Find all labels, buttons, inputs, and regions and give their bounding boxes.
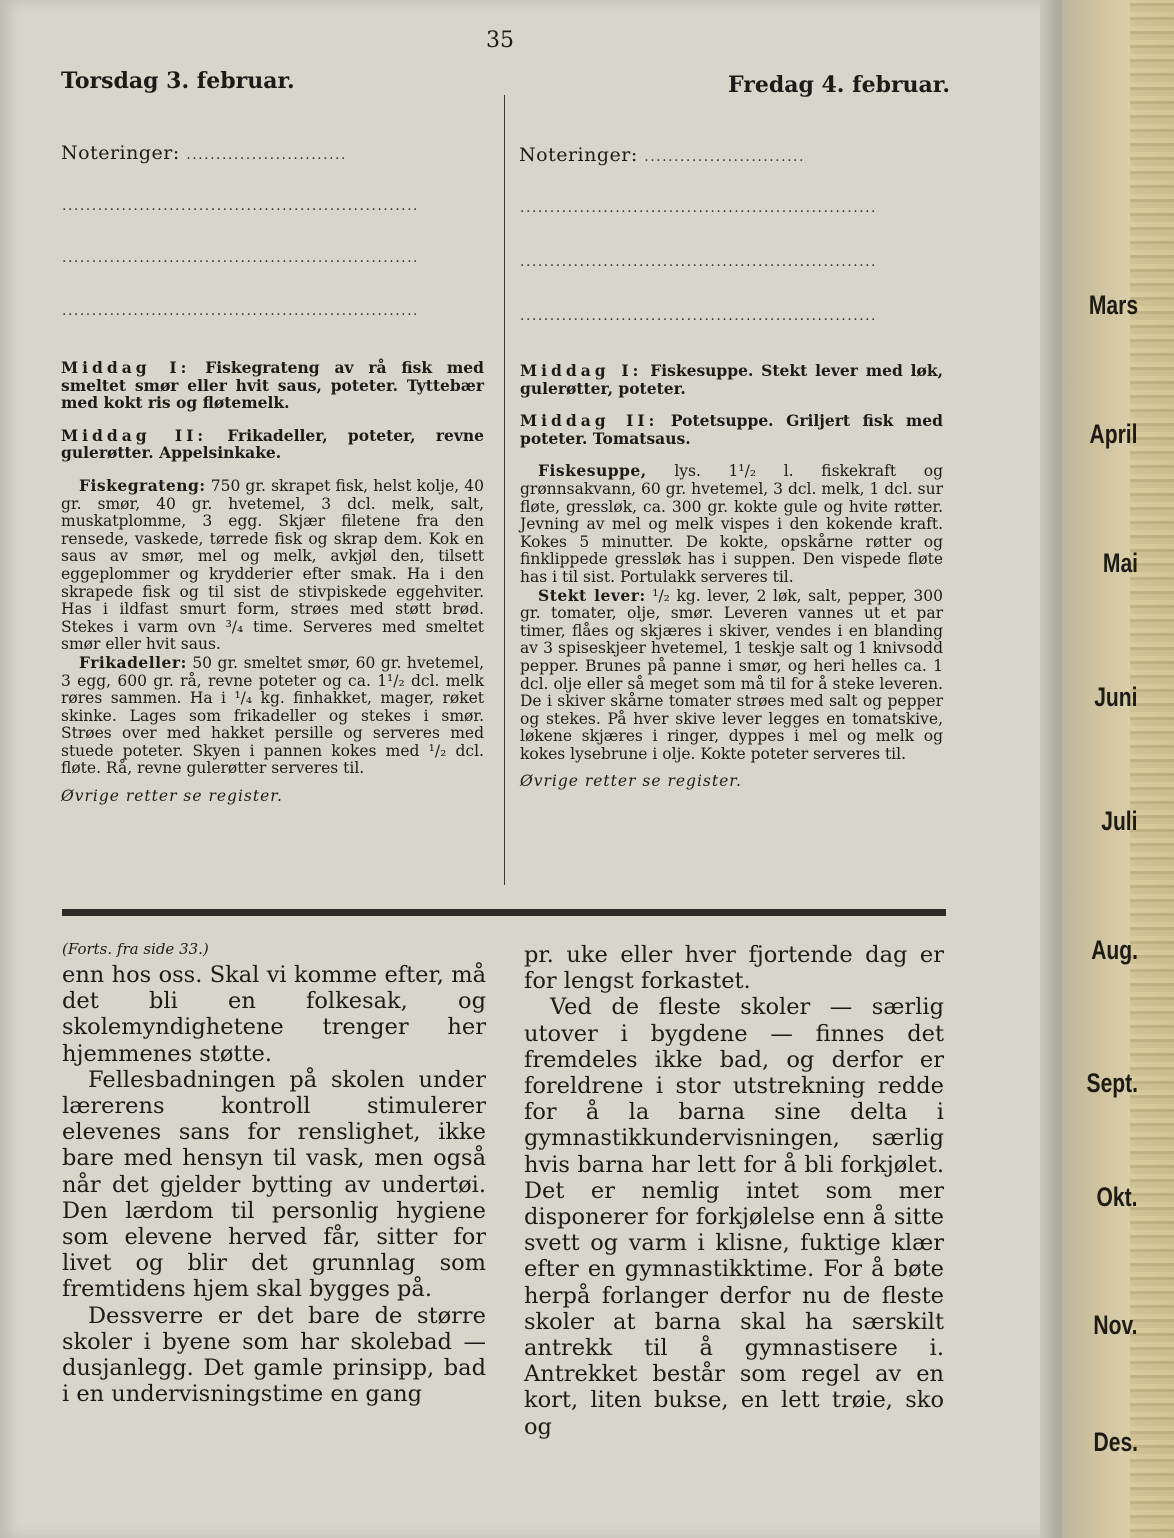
tab-sept[interactable]: Sept.: [1086, 1068, 1138, 1098]
recipe-frikadeller: Frikadeller: 50 gr. smeltet smør, 60 gr. hvetemel, 3 egg, 600 gr. rå, revne poteter og ca. 1¹/₂ dcl. melk røres sammen. Ha i ¹/₄ kg. finhakket, mager, røket skinke. Lages som frikadeller og stekes i smør. Strøes over med hakket persille og serveres med stuede poteter. Skyen i pannen kokes med ¹/₂ dcl. fløte. Rå, revne gulerøtter serveres til.: [61, 652, 484, 778]
recipe-fiskesuppe: Fiskesuppe, lys. 1¹/₂ l. fiskekraft og grønnsakvann, 60 gr. hvetemel, 3 dcl. melk, 1 dcl. sur fløte, gressløk, ca. 300 gr. kokte gule og hvite røtter. Jevning av mel og melk vispes i den kokende kraft. Kokes 5 minutter. De kokte, opskårne røtter og finklippede gressløk has i suppen. Den vispede fløte has i til sist. Portulakk serveres til.: [520, 461, 943, 586]
notes-line: ............................................................: [520, 200, 878, 216]
notes-left: [61, 142, 347, 164]
article-paragraph: pr. uke eller hver fjortende dag er for lengst forkastet.: [524, 942, 944, 995]
menu-1-left: Middag I: Fiskegrateng av rå fisk med smeltet smør eller hvit saus, poteter. Tyttebær med kokt ris og fløtemelk.: [61, 358, 484, 413]
tab-aug[interactable]: Aug.: [1091, 935, 1138, 965]
day-heading-left: Torsdag 3. februar.: [61, 68, 295, 94]
notes-line: ............................................................: [520, 308, 878, 324]
tab-okt[interactable]: Okt.: [1097, 1182, 1138, 1212]
notes-line: ............................................................: [62, 250, 420, 266]
footer-left: Øvrige retter se register.: [61, 787, 283, 806]
tab-mars[interactable]: Mars: [1088, 290, 1138, 320]
notes-line: ............................................................: [62, 198, 420, 214]
day-heading-right: Fredag 4. februar.: [728, 72, 951, 98]
section-rule: [62, 909, 946, 916]
notes-label: Noteringer:: [519, 144, 638, 166]
tab-juli[interactable]: Juli: [1101, 806, 1138, 836]
article-paragraph: Fellesbadningen på skolen under lærerens kontroll stimulerer elevenes sans for renslighet, ikke bare med hensyn til vask, men også når det gjelder bytting av undertøi. Den lærdom til personlig hygiene som elevene herved får, sitter for livet og blir det grunnlag som fremtidens hjem skal bygges på.: [62, 1066, 486, 1303]
notes-label: Noteringer:: [61, 142, 180, 164]
tab-des[interactable]: Des.: [1093, 1427, 1138, 1457]
menu-2-right: Middag II: Potetsuppe. Griljert fisk med poteter. Tomatsaus.: [520, 411, 943, 448]
recipe-stekt-lever: Stekt lever: ¹/₂ kg. lever, 2 løk, salt, pepper, 300 gr. tomater, olje, smør. Leveren vannes ut et par timer, flåes og skjæres i skiver, vendes i en blanding av 3 spiseskjeer hvetemel, 1 teskje salt og 1 knivsodd pepper. Brunes på panne i smør, og heri helles ca. 1 dcl. olje eller så meget som må til for å steke leveren. De i skiver skårne tomater strøes med salt og pepper og stekes. På hver skive lever legges en tomatskive, løkene skjæres i ringer, dyppes i mel og melk og kokes lysebrune i olje. Kokte poteter serveres til.: [520, 585, 943, 763]
article-paragraph: enn hos oss. Skal vi komme efter, må det bli en folkesak, og skolemyndighetene trenger her hjemmenes støtte.: [62, 962, 486, 1067]
article-column-right: [524, 942, 944, 1440]
page-number: 35: [486, 28, 514, 53]
tab-april[interactable]: April: [1090, 419, 1138, 449]
tab-mai[interactable]: Mai: [1102, 548, 1138, 578]
notes-dots: ...........................: [186, 147, 347, 163]
tab-juni[interactable]: Juni: [1094, 682, 1138, 712]
menu-1-right: Middag I: Fiskesuppe. Stekt lever med løk, gulerøtter, poteter.: [520, 361, 943, 398]
notes-right: [519, 144, 805, 166]
article-paragraph: Ved de fleste skoler — særlig utover i bygdene — finnes det fremdeles ikke bad, og derfor er foreldrene i stor utstrekning redde for å la barna sine delta i gymnastikkundervisningen, særlig hvis barna har lett for å bli forkjølet. Det er nemlig intet som mer disponerer for forkjølelse enn å sitte svett og varm i klisne, fuktige klær efter en gymnastikktime. For å bøte herpå forlanger derfor nu de fleste skoler at barna skal ha særskilt antrekk til å gymnastisere i. Antrekket består som regel av en kort, liten bukse, en lett trøie, sko og: [524, 994, 944, 1440]
notes-line: ............................................................: [62, 303, 420, 319]
recipes-left: [61, 359, 484, 806]
continued-note: (Forts. fra side 33.): [62, 940, 209, 958]
tab-edge-texture: [1130, 0, 1174, 1538]
month-index-tabs: [1062, 0, 1174, 1538]
recipes-right: [520, 362, 943, 791]
notes-dots: ...........................: [644, 149, 805, 165]
column-divider: [504, 95, 505, 885]
footer-right: Øvrige retter se register.: [520, 772, 742, 791]
notes-line: ............................................................: [520, 254, 878, 270]
recipe-fiskegrateng: Fiskegrateng: 750 gr. skrapet fisk, helst kolje, 40 gr. smør, 40 gr. hvetemel, 3 dcl. melk, salt, muskatplomme, 3 egg. Skjær filetene fra den rensede, vaskede, tørrede fisk og skrap dem. Kok en saus av smør, mel og melk, avkjøl den, tilsett eggeplommer og krydderier efter smak. Ha i den skrapede fisk og til sist de stivpiskede eggehviter. Has i ildfast smurt form, strøes med støtt brød. Stekes i varm ovn ³/₄ time. Serveres med smeltet smør eller hvit saus.: [61, 475, 484, 654]
menu-2-left: Middag II: Frikadeller, poteter, revne gulerøtter. Appelsinkake.: [61, 425, 484, 463]
tab-nov[interactable]: Nov.: [1093, 1310, 1138, 1340]
page-edge: [1040, 0, 1064, 1538]
article-paragraph: Dessverre er det bare de større skoler i byene som har skolebad — dusjanlegg. Det gamle prinsipp, bad i en undervisningstime en gang: [62, 1302, 486, 1408]
article-column-left: [62, 962, 486, 1407]
